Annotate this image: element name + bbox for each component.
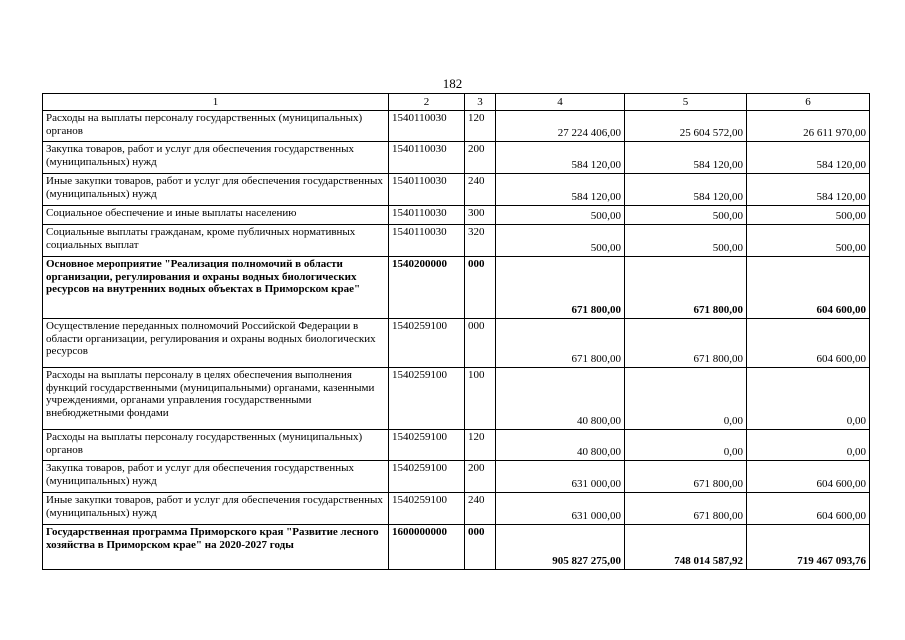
row-amount-1-cell: 40 800,00 [496, 430, 625, 461]
header-cell-4: 4 [496, 94, 625, 111]
header-cell-5: 5 [625, 94, 747, 111]
row-name-cell: Социальные выплаты гражданам, кроме публичных нормативных социальных выплат [43, 225, 389, 257]
row-amount-1-cell: 584 120,00 [496, 142, 625, 174]
row-name-cell: Закупка товаров, работ и услуг для обеспечения государственных (муниципальных) нужд [43, 142, 389, 174]
row-amount-3-cell: 604 600,00 [747, 319, 870, 368]
row-name-cell: Иные закупки товаров, работ и услуг для обеспечения государственных (муниципальных) нужд [43, 174, 389, 206]
row-amount-2-cell: 0,00 [625, 368, 747, 430]
row-amount-1-cell: 27 224 406,00 [496, 111, 625, 142]
table-row [43, 430, 870, 461]
row-code-cell: 1540110030 [389, 225, 465, 257]
row-code-cell: 1540259100 [389, 461, 465, 493]
row-name-cell: Расходы на выплаты персоналу в целях обеспечения выполнения функций государственными (муниципальными) органами, казенными учреждениями, органами управления государственными внебюджетными фондами [43, 368, 389, 430]
row-amount-3-cell: 26 611 970,00 [747, 111, 870, 142]
row-code-cell: 1540110030 [389, 111, 465, 142]
row-amount-2-cell: 500,00 [625, 206, 747, 225]
row-amount-1-cell: 500,00 [496, 206, 625, 225]
row-amount-1-cell: 500,00 [496, 225, 625, 257]
row-amount-2-cell: 671 800,00 [625, 257, 747, 319]
header-cell-1: 1 [43, 94, 389, 111]
row-amount-1-cell: 40 800,00 [496, 368, 625, 430]
table-row [43, 206, 870, 225]
header-row [43, 94, 870, 111]
row-type-cell: 300 [465, 206, 496, 225]
table-row [43, 225, 870, 257]
row-type-cell: 200 [465, 461, 496, 493]
row-code-cell: 1540259100 [389, 430, 465, 461]
row-amount-2-cell: 584 120,00 [625, 174, 747, 206]
row-amount-1-cell: 671 800,00 [496, 257, 625, 319]
row-amount-3-cell: 604 600,00 [747, 493, 870, 525]
row-type-cell: 240 [465, 493, 496, 525]
row-name-cell: Расходы на выплаты персоналу государственных (муниципальных) органов [43, 430, 389, 461]
row-name-cell: Основное мероприятие "Реализация полномочий в области организации, регулирования и охраны водных биологических ресурсов на внутренних водных объектах в Приморском крае" [43, 257, 389, 319]
header-cell-6: 6 [747, 94, 870, 111]
table-row [43, 111, 870, 142]
row-amount-2-cell: 25 604 572,00 [625, 111, 747, 142]
row-type-cell: 000 [465, 257, 496, 319]
row-type-cell: 240 [465, 174, 496, 206]
row-amount-3-cell: 584 120,00 [747, 174, 870, 206]
row-amount-1-cell: 631 000,00 [496, 461, 625, 493]
row-name-cell: Расходы на выплаты персоналу государственных (муниципальных) органов [43, 111, 389, 142]
row-type-cell: 200 [465, 142, 496, 174]
table-row [43, 368, 870, 430]
row-amount-2-cell: 671 800,00 [625, 461, 747, 493]
row-type-cell: 120 [465, 111, 496, 142]
header-cell-3: 3 [465, 94, 496, 111]
budget-table [42, 93, 870, 570]
row-amount-3-cell: 500,00 [747, 225, 870, 257]
row-type-cell: 320 [465, 225, 496, 257]
row-code-cell: 1540259100 [389, 319, 465, 368]
row-name-cell: Государственная программа Приморского края "Развитие лесного хозяйства в Приморском крае" на 2020-2027 годы [43, 525, 389, 570]
row-amount-3-cell: 604 600,00 [747, 257, 870, 319]
row-amount-3-cell: 0,00 [747, 368, 870, 430]
row-amount-2-cell: 748 014 587,92 [625, 525, 747, 570]
row-code-cell: 1540110030 [389, 142, 465, 174]
row-amount-2-cell: 671 800,00 [625, 319, 747, 368]
row-type-cell: 000 [465, 525, 496, 570]
row-code-cell: 1540110030 [389, 174, 465, 206]
row-type-cell: 120 [465, 430, 496, 461]
row-amount-3-cell: 500,00 [747, 206, 870, 225]
row-amount-1-cell: 671 800,00 [496, 319, 625, 368]
row-amount-3-cell: 719 467 093,76 [747, 525, 870, 570]
row-amount-2-cell: 671 800,00 [625, 493, 747, 525]
table-row [43, 493, 870, 525]
table-row [43, 257, 870, 319]
table-row [43, 461, 870, 493]
row-amount-3-cell: 0,00 [747, 430, 870, 461]
row-amount-2-cell: 0,00 [625, 430, 747, 461]
row-name-cell: Иные закупки товаров, работ и услуг для обеспечения государственных (муниципальных) нужд [43, 493, 389, 525]
row-code-cell: 1540259100 [389, 493, 465, 525]
row-type-cell: 100 [465, 368, 496, 430]
table-row [43, 525, 870, 570]
row-code-cell: 1540259100 [389, 368, 465, 430]
row-name-cell: Осуществление переданных полномочий Российской Федерации в области организации, регулирования и охраны водных биологических ресурсов [43, 319, 389, 368]
row-code-cell: 1540110030 [389, 206, 465, 225]
row-name-cell: Социальное обеспечение и иные выплаты населению [43, 206, 389, 225]
table-row [43, 142, 870, 174]
row-amount-2-cell: 500,00 [625, 225, 747, 257]
row-amount-1-cell: 631 000,00 [496, 493, 625, 525]
row-amount-3-cell: 604 600,00 [747, 461, 870, 493]
page-number: 182 [442, 76, 463, 91]
row-amount-2-cell: 584 120,00 [625, 142, 747, 174]
row-amount-3-cell: 584 120,00 [747, 142, 870, 174]
row-code-cell: 1600000000 [389, 525, 465, 570]
row-amount-1-cell: 584 120,00 [496, 174, 625, 206]
table-row [43, 174, 870, 206]
table-row [43, 319, 870, 368]
header-cell-2: 2 [389, 94, 465, 111]
row-name-cell: Закупка товаров, работ и услуг для обеспечения государственных (муниципальных) нужд [43, 461, 389, 493]
row-type-cell: 000 [465, 319, 496, 368]
row-amount-1-cell: 905 827 275,00 [496, 525, 625, 570]
row-code-cell: 1540200000 [389, 257, 465, 319]
